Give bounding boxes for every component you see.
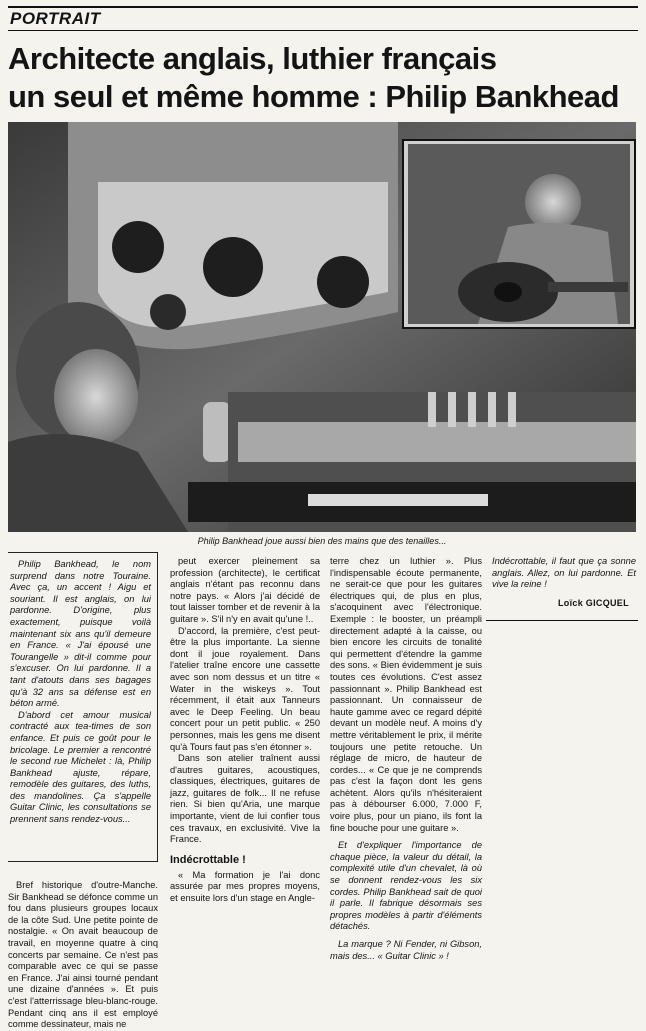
photo-caption: Philip Bankhead joue aussi bien des mains que des tenailles...	[197, 536, 447, 546]
headline-line-2: un seul et même homme : Philip Bankhead	[8, 79, 619, 114]
author-signature: Loïck GICQUEL	[558, 598, 629, 608]
column-2-paragraph-3: Dans son atelier traînent aussi d'autres guitares, acoustiques, classiques, électriques, guitares de jazz, guitares de folk... Il ne refuse rien. Si bien qu'Aria, une marque importante, vient de lui confier tous ces travaux, en exclusivité. Vive la France.	[170, 753, 320, 845]
column-3-paragraph-1: terre chez un luthier ». Plus l'indispensable écoute permanente, ne serait-ce que pour les guitares électriques qui, de plus en plus, s'acoquinent avec l'électronique. Exemple : le booster, un préampli directement adapté à la caisse, ou bien encore les circuits de tonalité qui permettent d'étendre la gamme des sons. « Bien évidemment je suis toutes ces évolutions. C'est assez passionnant ». Philip Bankhead est passionnant. Un connaisseur de haute gamme avec ce regard dépité devant un modèle neuf. A moins d'y mettre véritablement le prix, il mérite toujours une petite retouche. Un réglage de micro, de hauteur de cordes... « Ce que je ne comprends pas c'est la façon dont les gens achètent. Alors qu'ils n'hésiteraient pas à débourser 6.000, 7.000 F, voire plus, pour un piano, ils font la fine bouche pour une guitare ».	[330, 556, 482, 833]
subheading: Indécrottable !	[170, 853, 246, 866]
photo-illustration	[8, 122, 636, 532]
text-column-2	[170, 556, 320, 905]
column-3-paragraph-2: Et d'expliquer l'importance de chaque pièce, la valeur du détail, la complexité utile d'un chevalet, là où se donnent rendez-vous les six cordes. Philip Bankhead sait de quoi il parle. Il fabrique désormais ses propres modèles à partir d'éléments détachés.	[330, 840, 482, 932]
intro-paragraph-2: D'abord cet amour musical contracté aux tea-times de son enfance. Et puis ce goût pour le bricolage. Le premier a rencontré le second rue Michelet : là, Philip Bankhead ajuste, répare, remodèle des guitares, des luths, des mandolines. Ça s'appelle Guitar Clinic, les consultations se prennent sans rendez-vous...	[10, 709, 151, 825]
text-column-3	[330, 556, 482, 962]
column-2-paragraph-4: « Ma formation je l'ai donc assurée par mes propres moyens, et ensuite lors d'un stage en Angle-	[170, 869, 320, 904]
intro-paragraph-1: Philip Bankhead, le nom surprend dans notre Touraine. Avec ça, un accent ! Aigu et souriant. Il est anglais, on lui pardonne. D'origine, plus exactement, puisque voilà maintenant six ans qu'il demeure en France. « J'ai épousé une Tourangelle » dit-il comme pour s'excuser. On lui pardonne. Il a tant d'atouts dans ses bagages qu'à 32 ans sa défense est en béton armé.	[10, 559, 151, 709]
column-2-paragraph-1: peut exercer pleinement sa profession (architecte), le certificat anglais n'étant pas reconnu dans notre pays. « Alors j'ai décidé de tout laisser tomber et de revenir à la guitare ». S'il n'y en avait qu'une !..	[170, 556, 320, 624]
headline	[8, 40, 640, 116]
divider-line	[486, 620, 638, 621]
column-2-paragraph-2: D'accord, la première, c'est peut-être la plus importante. La sienne dont il joue royalement. Dans l'atelier traîne encore une cassette avec son nom dessus et un titre « Water in the wiskeys ». Tout récemment, il était aux Tanneurs avec le Deep Feeling. Un beau concert pour un petit public. « 250 personnes, mais les gens me disent qu'à Tours faut pas s'en étonner ».	[170, 625, 320, 752]
text-column-1	[8, 880, 158, 1031]
headline-line-1: Architecte anglais, luthier français	[8, 41, 497, 76]
column-4-paragraph-1: Indécrottable, il faut que ça sonne anglais. Allez, on lui pardonne. Et vive la reine !	[492, 556, 636, 590]
section-rubric	[8, 6, 638, 31]
rubric-label: PORTRAIT	[10, 9, 101, 28]
column-1-paragraph: Bref historique d'outre-Manche. Sir Bankhead se défonce comme un fou dans plusieurs groupes locaux de la côte Sud. Une petite pointe de nostalgie. « On avait beaucoup de travail, en moyenne quatre à cinq concerts par semaine. Ce n'est pas comparable avec ce qui se passe en France. J'ai ainsi tourné pendant une dizaine d'années ». Et puis c'est l'atterrissage bleu-blanc-rouge. Pendant cinq ans il est employé comme dessinateur, mais ne	[8, 880, 158, 1030]
article-photo	[8, 122, 636, 532]
text-column-4	[492, 556, 636, 591]
column-3-paragraph-3: La marque ? Ni Fender, ni Gibson, mais des... « Guitar Clinic » !	[330, 939, 482, 961]
intro-box	[8, 552, 158, 862]
